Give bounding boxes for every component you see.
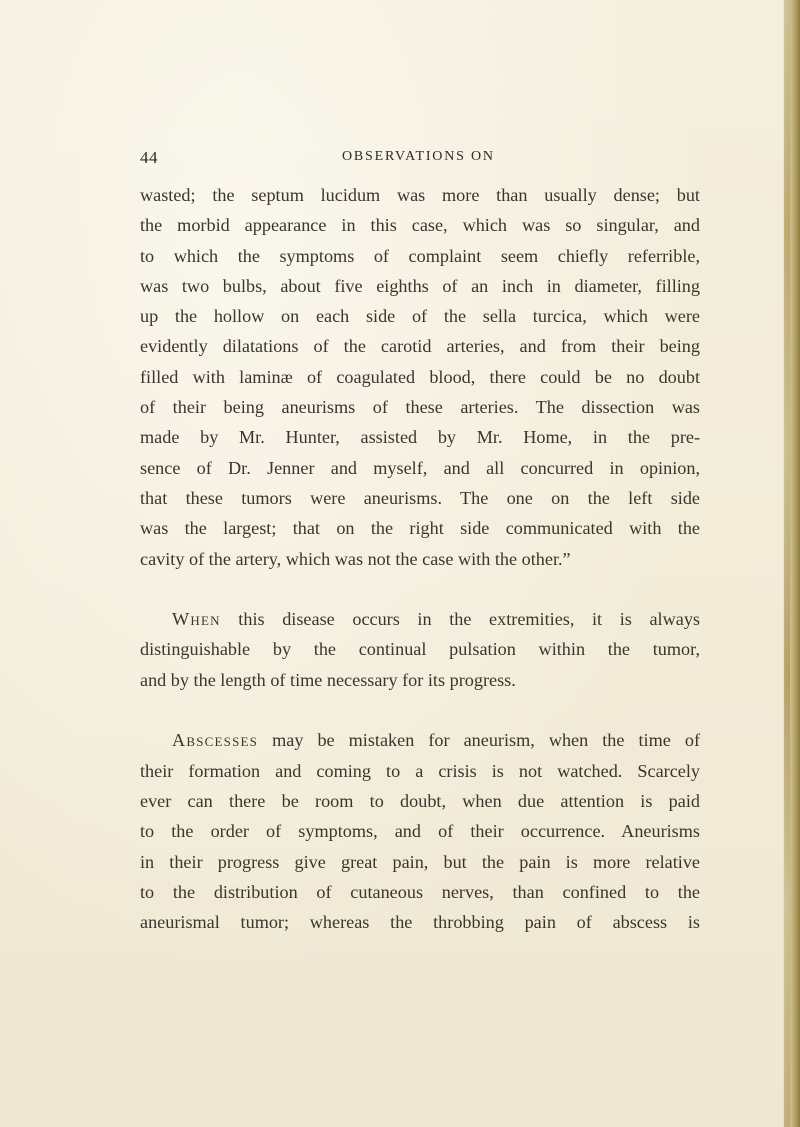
running-head [140, 148, 700, 170]
first-line-rest: may be mistaken for aneurism, when the time of [258, 730, 700, 751]
text-line: up the hollow on each side of the sella turcica, which were [140, 306, 700, 327]
text-line: distinguishable by the continual pulsation within the tumor, [140, 639, 700, 660]
paragraph-case-report [140, 180, 700, 574]
lead-word: Abscesses [172, 730, 259, 751]
lead-word: When [172, 609, 221, 630]
running-title: OBSERVATIONS ON [342, 149, 495, 164]
text-line: was two bulbs, about five eighths of an inch in diameter, filling [140, 275, 700, 296]
text-line: aneurismal tumor; whereas the throbbing pain of abscess is [140, 912, 700, 933]
paragraph-extremities [140, 604, 700, 695]
paragraph-gap [140, 574, 700, 604]
text-line: made by Mr. Hunter, assisted by Mr. Home, in the pre- [140, 427, 700, 448]
text-line-first [140, 604, 700, 634]
text-line: filled with laminæ of coagulated blood, there could be no doubt [140, 366, 700, 387]
text-line-first [140, 725, 700, 755]
text-line: and by the length of time necessary for its progress. [140, 669, 516, 690]
text-line: sence of Dr. Jenner and myself, and all concurred in opinion, [140, 457, 700, 478]
body-text [140, 180, 700, 937]
text-line: was the largest; that on the right side communicated with the [140, 518, 700, 539]
text-line: wasted; the septum lucidum was more than usually dense; but [140, 185, 700, 205]
first-line-rest: this disease occurs in the extremities, it is always [220, 609, 700, 630]
text-line: to the order of symptoms, and of their occurrence. Aneurisms [140, 821, 700, 842]
text-line: to the distribution of cutaneous nerves, than confined to the [140, 881, 700, 902]
text-line: that these tumors were aneurisms. The one on the left side [140, 487, 700, 508]
paragraph-gap [140, 695, 700, 725]
paragraph-abscesses [140, 725, 700, 937]
text-line: ever can there be room to doubt, when due attention is paid [140, 790, 700, 811]
text-line: to which the symptoms of complaint seem chiefly referrible, [140, 245, 700, 266]
page-number: 44 [140, 148, 158, 167]
text-line: in their progress give great pain, but the pain is more relative [140, 851, 700, 872]
text-line: evidently dilatations of the carotid arteries, and from their being [140, 336, 700, 357]
text-line: of their being aneurisms of these arteries. The dissection was [140, 397, 700, 418]
text-line: the morbid appearance in this case, which was so singular, and [140, 215, 700, 236]
text-line: cavity of the artery, which was not the case with the other.” [140, 548, 571, 569]
text-line: their formation and coming to a crisis is not watched. Scarcely [140, 760, 700, 781]
page-edge-stain [784, 0, 790, 1127]
